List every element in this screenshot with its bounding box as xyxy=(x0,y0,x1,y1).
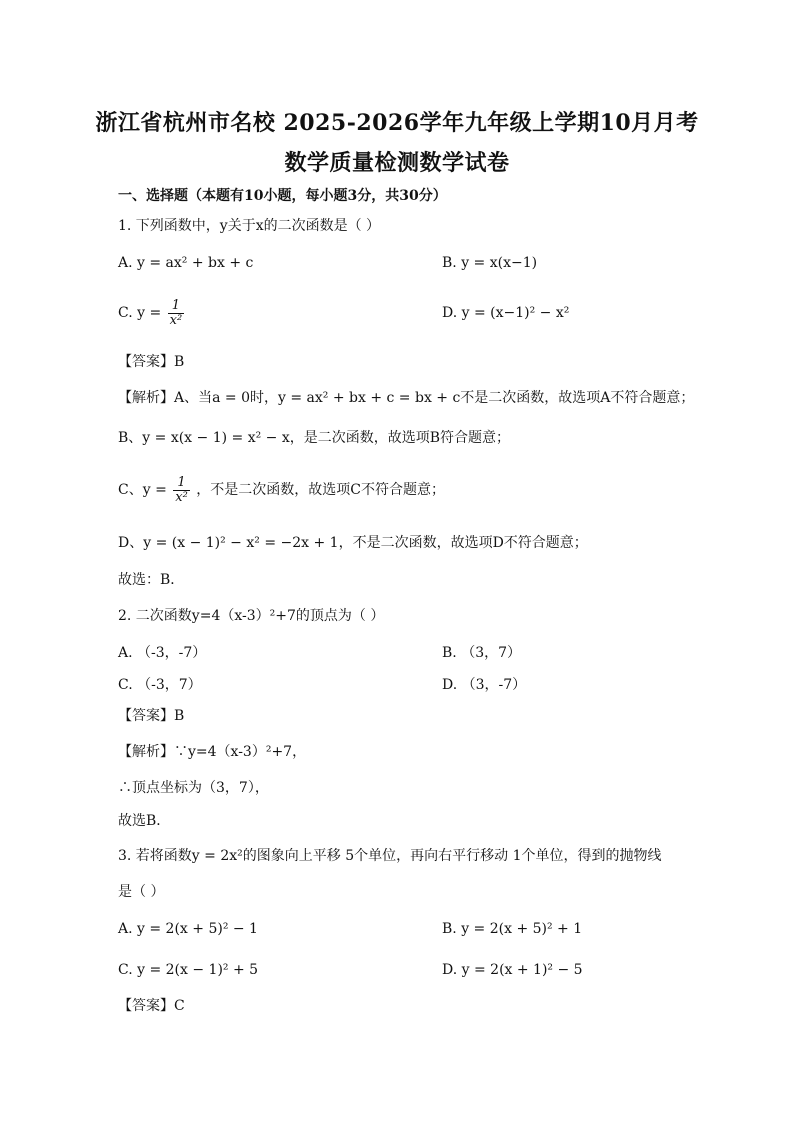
q2-explanation-1: 【解析】∵y=4（x-3）²+7， xyxy=(118,744,307,760)
q1-option-c xyxy=(118,295,186,331)
section-heading: 一、选择题（本题有10小题，每小题3分，共30分） xyxy=(118,188,447,204)
q1-explanation-c-denominator: x² xyxy=(175,489,188,505)
q3-option-d: D. y = 2(x + 1)² − 5 xyxy=(442,962,583,978)
q2-answer: 【答案】B xyxy=(118,708,185,724)
q1-explanation-c-suffix: ，不是二次函数，故选项C不符合题意； xyxy=(196,482,445,498)
q1-option-c-fraction xyxy=(168,299,185,328)
q1-option-c-denominator: x² xyxy=(169,312,183,328)
q2-option-c: C. （-3，7） xyxy=(118,677,202,693)
document-title-line1: 浙江省杭州市名校 2025-2026学年九年级上学期10月月考 xyxy=(95,110,699,136)
q3-stem-line1: 3. 若将函数y = 2x²的图象向上平移 5个单位，再向右平行移动 1个单位，得到的抛物线 xyxy=(118,848,662,864)
q1-option-d: D. y = (x−1)² − x² xyxy=(442,305,570,321)
q2-explanation-2: ∴顶点坐标为（3，7）， xyxy=(118,780,269,796)
q2-option-a: A. （-3，-7） xyxy=(118,645,207,661)
q2-option-d: D. （3，-7） xyxy=(442,677,527,693)
q1-option-c-numerator: 1 xyxy=(171,297,181,313)
q3-stem-line2: 是（ ） xyxy=(118,884,165,900)
q1-explanation-b: B、y = x(x − 1) = x² − x，是二次函数，故选项B符合题意； xyxy=(118,430,511,446)
q2-option-b: B. （3，7） xyxy=(442,645,522,661)
q3-answer: 【答案】C xyxy=(118,998,185,1014)
q1-stem: 1. 下列函数中，y关于x的二次函数是（ ） xyxy=(118,218,381,234)
q3-option-c: C. y = 2(x − 1)² + 5 xyxy=(118,962,259,978)
q1-explanation-c-fraction xyxy=(173,476,190,505)
q3-option-b: B. y = 2(x + 5)² + 1 xyxy=(442,921,583,937)
q1-explanation-c xyxy=(118,472,445,508)
q1-explanation-a: 【解析】A、当a = 0时，y = ax² + bx + c = bx + c不是二次函数，故选项A不符合题意； xyxy=(118,390,695,406)
q1-option-c-prefix: C. y = xyxy=(118,305,162,321)
q1-option-a: A. y = ax² + bx + c xyxy=(118,255,254,271)
q1-conclusion: 故选：B． xyxy=(118,572,185,588)
document-title-line2: 数学质量检测数学试卷 xyxy=(284,150,510,176)
q2-stem: 2. 二次函数y=4（x-3）²+7的顶点为（ ） xyxy=(118,608,385,624)
q1-explanation-c-prefix: C、y = xyxy=(118,482,167,498)
q1-option-b: B. y = x(x−1) xyxy=(442,255,538,271)
q1-explanation-c-numerator: 1 xyxy=(177,474,186,490)
q3-option-a: A. y = 2(x + 5)² − 1 xyxy=(118,921,258,937)
q2-conclusion: 故选B． xyxy=(118,813,171,829)
q1-explanation-d: D、y = (x − 1)² − x² = −2x + 1，不是二次函数，故选项D不符合题意； xyxy=(118,535,588,551)
q1-answer: 【答案】B xyxy=(118,354,185,370)
